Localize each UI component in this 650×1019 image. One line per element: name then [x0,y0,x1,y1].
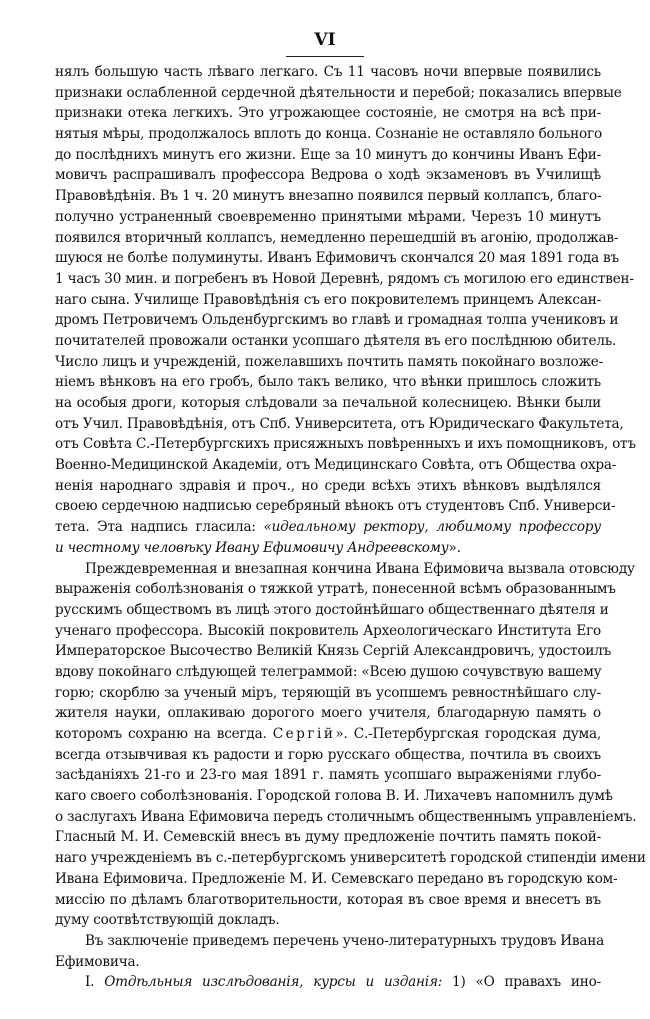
text-line [55,517,601,538]
text-segment: тета. Эта надпись гласила: [55,519,264,536]
text-segment: почитателей провожали останки усопшаго дѣятеля въ его послѣднюю обитель. [55,332,617,349]
text-segment: I. [85,974,105,991]
text-line [55,352,601,373]
text-line [55,207,601,228]
text-segment: засѣданіяхъ 21-го и 23-го мая 1891 г. память усопшаго выраженіями глубо- [55,767,601,784]
text-segment: жителя науки, оплакиваю дорогого моего учителя, благодарную память о [55,705,601,722]
text-segment: русскимъ обществомъ въ лицѣ этого достойнѣйшаго общественнаго дѣятеля и [55,601,609,618]
text-line [55,786,613,807]
text-segment: своею сердечною надписью серебряный вѣнокъ отъ студентовъ Спб. Универси- [55,498,616,515]
text-segment: наго сына. Училище Правовѣдѣнія съ его покровителемъ принцемъ Алексан- [55,291,601,308]
text-segment: Ивана Ефимовича. Предложеніе М. И. Семевскаго передано въ городскую ком- [55,870,618,887]
text-segment: Въ заключеніе приведемъ перечень учено-литературныхъ трудовъ Ивана [85,932,605,949]
text-line [55,496,616,517]
header-rule [286,56,364,57]
body-text [55,62,646,993]
text-segment: вдову покойнаго слѣдующей телеграммой: «Всею душою сочувствую вашему [55,663,602,680]
text-line [55,331,617,352]
text-segment: наго учрежденіемъ въ с.-петербургскомъ университетѣ городской стипендіи имени [55,850,646,867]
text-line [55,414,624,435]
text-segment: Правовѣдѣнія. Въ 1 ч. 20 минутъ внезапно появился первый коллапсъ, благо- [55,188,602,205]
italic-text: Отдѣльныя изслѣдованія, курсы и изданія: [104,974,443,991]
italic-text: «идеальному ректору, любимому профессору [263,519,601,536]
text-line [55,765,601,786]
text-line [55,827,601,848]
text-segment: признаки отека легкихъ. Это угрожающее состояніе, не смотря на всѣ при- [55,105,601,122]
text-segment: отъ Совѣта С.-Петербургскихъ присяжныхъ повѣренныхъ и ихъ помощниковъ, отъ [55,436,636,453]
text-line [55,434,636,455]
text-segment: ». С.-Петербургская городская дума, [335,726,601,742]
text-line [55,165,601,186]
text-line [55,393,601,414]
text-segment: дромъ Петровичемъ Ольденбургскимъ во главѣ и громадная толпа учениковъ и [55,312,619,329]
page-number: VI [314,30,336,50]
text-segment: каго своего соболѣзнованія. Городской голова В. И. Лихачевъ напомнилъ думѣ [55,788,613,805]
italic-text: и честному человѣку Ивану Ефимовичу Андреевскому [55,539,449,556]
text-line [55,145,601,166]
text-segment: нятыя мѣры, продолжалось вплоть до конца. Сознаніе не оставляло больного [55,126,602,143]
text-line [55,931,605,952]
text-segment: о заслугахъ Ивана Ефимовича передъ столичнымъ общественнымъ управленіемъ. [55,808,637,825]
text-segment: всегда отзывчивая къ радости и горю русскаго общества, почтила въ своихъ [55,746,601,763]
text-line [55,869,618,890]
text-segment: 1) «О правахъ ино- [442,974,601,991]
text-segment: миссію по дѣламъ благотворительности, которая въ свое время и внесетъ въ [55,891,601,908]
text-segment: Число лицъ и учрежденій, пожелавшихъ почтить память покойнаго возложе- [55,353,603,370]
text-segment: на особыя дроги, которыя слѣдовали за печальной колесницею. Вѣнки были [55,395,601,411]
text-segment: признаки ослабленной сердечной дѣятельности и перебой; показались впервые [55,84,622,101]
text-line [55,641,612,662]
text-segment: Преждевременная и внезапная кончина Ивана Ефимовича вызвала отовсюду [85,560,635,577]
text-line [55,579,616,600]
text-segment: ученаго профессора. Высокій покровитель Археологическаго Института Его [55,622,601,639]
text-line [55,186,601,207]
text-line [55,476,601,497]
text-segment: Военно-Медицинской Академіи, отъ Медицинскаго Совѣта, отъ Общества охра- [55,457,617,474]
text-line [55,83,622,104]
text-line [55,703,601,724]
text-line [55,559,635,580]
text-line [55,228,619,249]
text-line [55,972,601,993]
text-line [55,890,601,911]
text-line [55,103,601,124]
text-line [55,269,634,290]
text-line [55,455,617,476]
text-segment: нялъ большую часть лѣваго легкаго. Съ 11 часовъ ночи впервые появились [55,64,601,80]
text-segment: 1 часъ 30 мин. и погребенъ въ Новой Деревнѣ, рядомъ съ могилою его единствен- [55,270,634,287]
text-line [55,124,601,145]
text-segment: появился вторичный коллапсъ, немедленно перешедшій въ агонію, продолжав- [55,229,619,246]
text-line [55,310,619,331]
text-line [55,683,601,704]
text-segment: думу соотвѣтствующій докладъ. [55,912,280,929]
text-segment: ненія народнаго здравія и проч., но среди всѣхъ этихъ вѣнковъ выдѣлялся [55,477,601,494]
text-line [55,600,609,621]
text-segment: ». [448,539,461,556]
text-segment: выраженія соболѣзнованія о тяжкой утратѣ, понесенной всѣмъ образованнымъ [55,581,616,598]
text-line [55,952,601,973]
text-line [55,621,601,642]
text-segment: ніемъ вѣнковъ на его гробъ, было такъ велико, что вѣнки пришлось сложить [55,374,601,391]
text-line [55,910,601,931]
text-segment: мовичъ распрашивалъ профессора Ведрова о ходѣ экзаменовъ въ Училищѣ [55,167,601,184]
text-line [55,290,601,311]
text-line [55,372,601,393]
text-segment: шуюся не болѣе полуминуты. Иванъ Ефимовичъ скончался 20 мая 1891 года въ [55,250,619,267]
text-line [55,745,601,766]
text-line [55,538,601,559]
text-line [55,62,601,83]
spaced-text: Сергій [272,726,336,742]
text-segment: до послѣднихъ минутъ его жизни. Еще за 10 минутъ до кончины Иванъ Ефи- [55,146,601,163]
text-segment: Гласный М. И. Семевскій внесъ въ думу предложеніе почтить память покой- [55,829,601,846]
text-line [55,848,646,869]
text-segment: Императорское Высочество Великій Князь Сергій Александровичъ, удостоилъ [55,643,612,660]
text-segment: горю; скорблю за ученый міръ, теряющій въ усопшемъ ревностнѣйшаго слу- [55,684,601,701]
text-segment: которомъ сохраню на всегда. [55,726,273,742]
text-line [55,662,601,683]
text-line [55,724,601,745]
text-line [55,807,637,828]
text-line [55,248,619,269]
text-segment: получно устраненный своевременно принятыми мѣрами. Черезъ 10 минутъ [55,208,601,225]
text-segment: Ефимовича. [55,953,140,970]
text-segment: отъ Учил. Правовѣдѣнія, отъ Спб. Университета, отъ Юридическаго Факультета, [55,415,624,432]
